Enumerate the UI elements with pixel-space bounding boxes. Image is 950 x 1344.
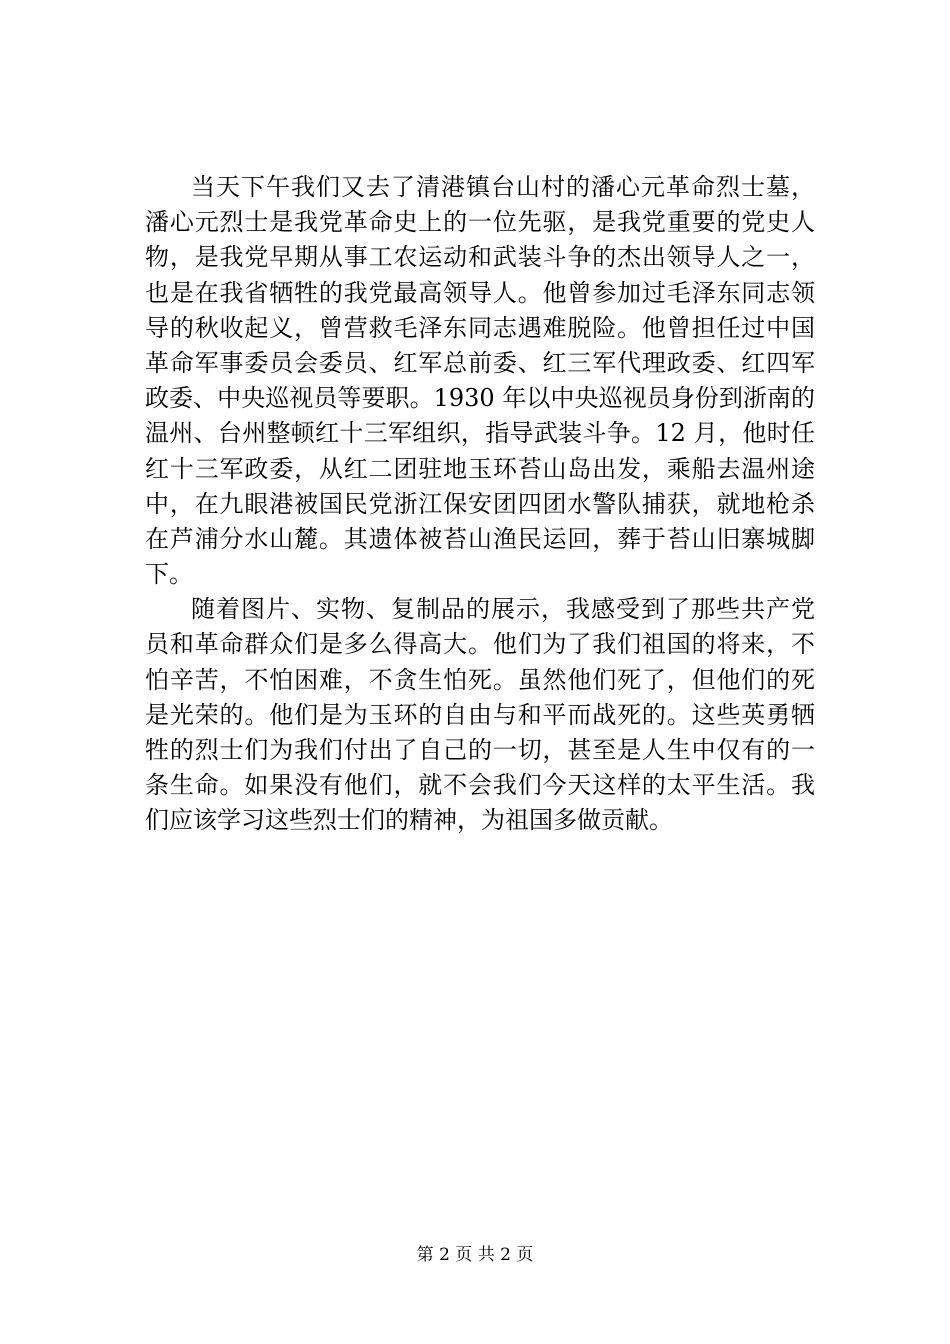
paragraph-2 <box>145 592 815 838</box>
paragraph-line: 红十三军政委，从红二团驻地玉环苔山岛出发，乘船去温州途 <box>145 454 815 483</box>
paragraph-line: 们应该学习这些烈士们的精神，为祖国多做贡献。 <box>145 806 673 835</box>
paragraph-line: 在芦浦分水山麓。其遗体被苔山渔民运回，葬于苔山旧寨城脚 <box>145 524 815 553</box>
paragraph-line: 也是在我省牺牲的我党最高领导人。他曾参加过毛泽东同志领 <box>145 278 815 307</box>
document-body <box>145 170 815 839</box>
paragraph-line: 条生命。如果没有他们，就不会我们今天这样的太平生活。我 <box>145 771 815 800</box>
paragraph-line: 下。 <box>145 560 193 589</box>
page-number-label: 第 2 页 共 2 页 <box>416 1245 534 1265</box>
paragraph-line: 员和革命群众们是多么得高大。他们为了我们祖国的将来，不 <box>145 630 815 659</box>
paragraph-1 <box>145 170 815 592</box>
paragraph-line: 当天下午我们又去了清港镇台山村的潘心元革命烈士墓， <box>191 173 815 201</box>
paragraph-line: 是光荣的。他们是为玉环的自由与和平而战死的。这些英勇牺 <box>145 700 815 729</box>
paragraph-line: 温州、台州整顿红十三军组织，指导武装斗争。12 月，他时任 <box>145 419 815 448</box>
paragraph-line: 政委、中央巡视员等要职。1930 年以中央巡视员身份到浙南的 <box>145 384 815 413</box>
paragraph-line: 革命军事委员会委员、红军总前委、红三军代理政委、红四军 <box>145 348 815 377</box>
paragraph-line: 怕辛苦，不怕困难，不贪生怕死。虽然他们死了，但他们的死 <box>145 665 815 694</box>
paragraph-line: 中，在九眼港被国民党浙江保安团四团水警队捕获，就地枪杀 <box>145 489 815 518</box>
paragraph-line: 导的秋收起义，曾营救毛泽东同志遇难脱险。他曾担任过中国 <box>145 313 815 342</box>
page-footer <box>0 1243 950 1267</box>
paragraph-line: 随着图片、实物、复制品的展示，我感受到了那些共产党 <box>191 595 815 624</box>
paragraph-line: 潘心元烈士是我党革命史上的一位先驱，是我党重要的党史人 <box>145 208 815 237</box>
paragraph-line: 牲的烈士们为我们付出了自己的一切，甚至是人生中仅有的一 <box>145 736 815 764</box>
paragraph-line: 物，是我党早期从事工农运动和武装斗争的杰出领导人之一， <box>145 243 815 272</box>
